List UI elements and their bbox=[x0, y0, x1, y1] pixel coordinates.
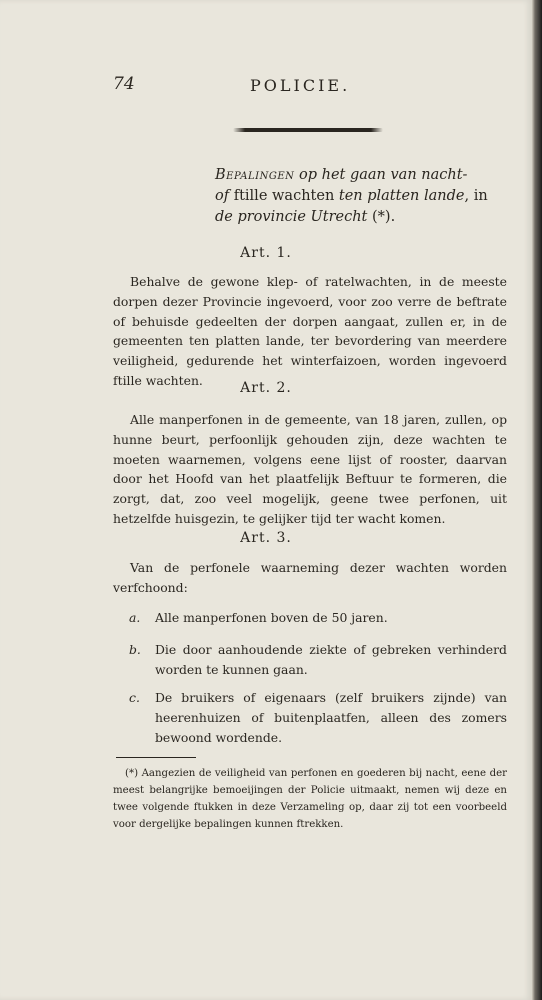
section-title bbox=[215, 165, 510, 228]
title-ornament-rule bbox=[233, 128, 383, 132]
exemption-text: Alle manperfonen boven de 50 jaren. bbox=[155, 610, 388, 625]
title-part2-roman: ftille wachten bbox=[229, 188, 339, 204]
article-2-text: Alle manperfonen in de gemeente, van 18 jaren, zullen, op hunne beurt, perfoonlijk gehouden zijn, deze wachten te moeten waarnemen, volgens eene lijst of rooster, daarvan door het Hoofd van het plaatfelijk Beftuur te formeren, die zorgt, dat, zoo veel mogelijk, geene twee perfonen, uit hetzelfde huisgezin, te gelijker tijd ter wacht komen. bbox=[113, 412, 507, 526]
article-3-text: Van de perfonele waarneming dezer wachten worden verfchoond: bbox=[113, 560, 507, 595]
title-part3-end: (*). bbox=[367, 209, 396, 225]
page-number: 74 bbox=[113, 74, 135, 94]
title-part3-italic: de provincie Utrecht bbox=[215, 209, 368, 225]
title-part2-end: , in bbox=[464, 188, 488, 204]
exemption-letter: b. bbox=[129, 642, 141, 657]
title-smallcaps: Bepalingen bbox=[215, 167, 295, 183]
exemption-text: De bruikers of eigenaars (zelf bruikers zijnde) van heerenhuizen of buitenplaatfen, alleen des zomers bewoond wordende. bbox=[155, 690, 507, 745]
running-head: POLICIE. bbox=[250, 76, 351, 95]
article-3-heading: Art. 3. bbox=[240, 530, 292, 546]
article-1-text: Behalve de gewone klep- of ratelwachten, in de meeste dorpen dezer Provincie ingevoerd, voor zoo verre de beftrate of behuisde gedeelten der dorpen aangaat, zullen er, in de gemeenten ten platten lande, ter bevordering van meerdere veiligheid, gedurende het winterfaizoen, worden ingevoerd ftille wachten. bbox=[113, 274, 507, 388]
page-edge-shadow bbox=[532, 0, 542, 1000]
exemption-letter: a. bbox=[129, 610, 141, 625]
article-1-heading: Art. 1. bbox=[240, 245, 292, 261]
article-2-heading: Art. 2. bbox=[240, 380, 292, 396]
exemption-letter: c. bbox=[129, 690, 140, 705]
page-header bbox=[0, 74, 532, 100]
exemption-text: Die door aanhoudende ziekte of gebreken verhinderd worden te kunnen gaan. bbox=[155, 642, 507, 677]
footnote: (*) Aangezien de veiligheid van perfonen en goederen bij nacht, eene der meest belangrijke bemoeijingen der Policie uitmaakt, nemen wij deze en twee volgende ftukken in deze Verzameling op, daar zij tot een voorbeeld voor dergelijke bepalingen kunnen ftrekken. bbox=[113, 768, 507, 830]
title-part2-italic: of bbox=[215, 188, 230, 204]
title-part1: op het gaan van nacht- bbox=[294, 167, 468, 183]
footnote-divider bbox=[116, 757, 196, 758]
title-part2-italic-b: ten platten lande bbox=[338, 188, 465, 204]
